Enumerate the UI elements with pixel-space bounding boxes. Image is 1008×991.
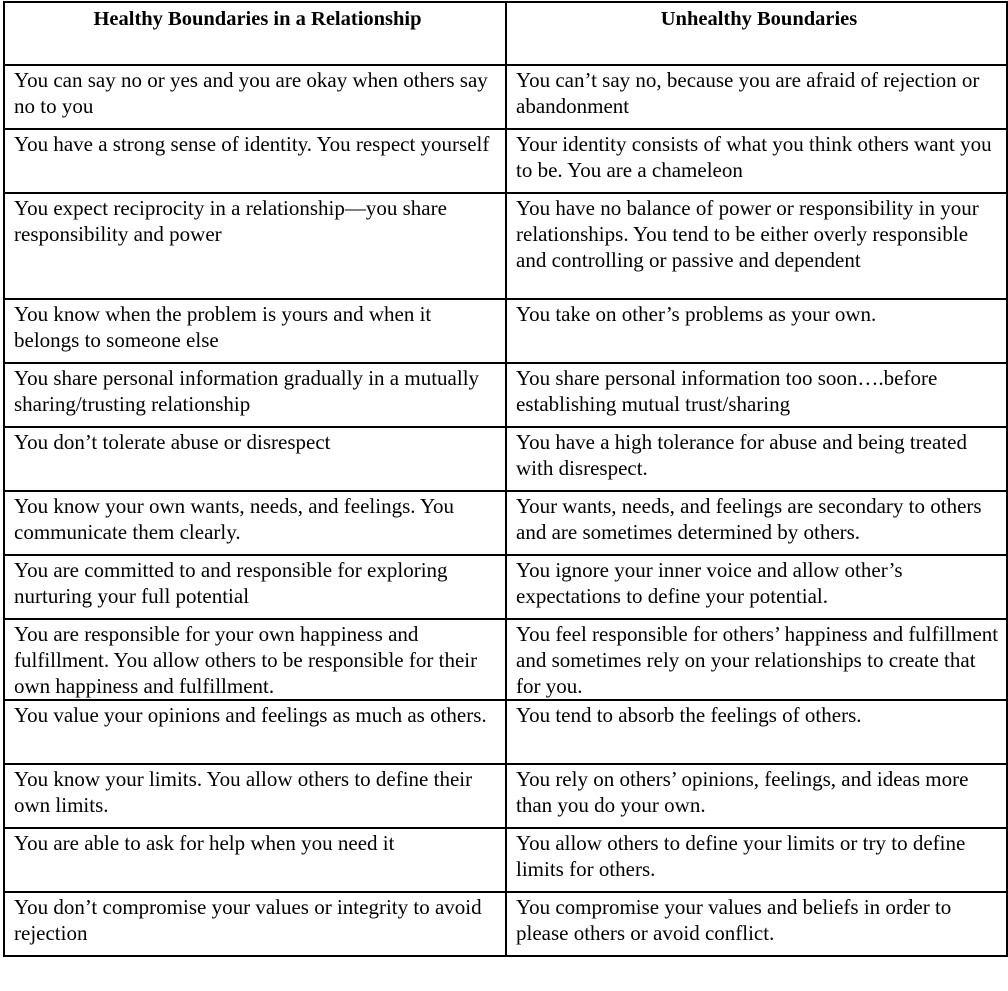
unhealthy-text: Your identity consists of what you think others want you to be. You are a chameleon xyxy=(516,132,992,182)
unhealthy-text: You allow others to define your limits or try to define limits for others. xyxy=(516,831,966,881)
healthy-cell xyxy=(4,299,506,363)
healthy-text: You know when the problem is yours and when it belongs to someone else xyxy=(14,302,432,352)
healthy-text: You don’t compromise your values or integrity to avoid rejection xyxy=(14,895,482,945)
unhealthy-text: Your wants, needs, and feelings are secondary to others and are sometimes determined by others. xyxy=(516,494,982,544)
unhealthy-text: You can’t say no, because you are afraid of rejection or abandonment xyxy=(516,68,980,118)
unhealthy-text: You tend to absorb the feelings of others. xyxy=(516,703,862,727)
table-row xyxy=(4,892,1007,956)
table-row xyxy=(4,491,1007,555)
healthy-cell xyxy=(4,619,506,700)
table-header xyxy=(4,2,1007,65)
unhealthy-cell xyxy=(506,129,1007,193)
healthy-text: You value your opinions and feelings as much as others. xyxy=(14,703,487,727)
unhealthy-text: You rely on others’ opinions, feelings, and ideas more than you do your own. xyxy=(516,767,969,817)
healthy-text: You are committed to and responsible for exploring nurturing your full potential xyxy=(14,558,448,608)
healthy-text: You share personal information gradually in a mutually sharing/trusting relationship xyxy=(14,366,480,416)
unhealthy-text: You feel responsible for others’ happiness and fulfillment and sometimes rely on your relationships to create that for you. xyxy=(516,622,999,698)
healthy-cell xyxy=(4,363,506,427)
table-row xyxy=(4,65,1007,129)
healthy-text: You expect reciprocity in a relationship—you share responsibility and power xyxy=(14,196,447,246)
table-row xyxy=(4,619,1007,700)
unhealthy-text: You compromise your values and beliefs in order to please others or avoid conflict. xyxy=(516,895,952,945)
unhealthy-cell xyxy=(506,193,1007,299)
healthy-text: You know your own wants, needs, and feelings. You communicate them clearly. xyxy=(14,494,455,544)
header-unhealthy-boundaries: Unhealthy Boundaries xyxy=(506,2,1007,65)
table-row xyxy=(4,764,1007,828)
boundaries-comparison-table xyxy=(3,1,1008,957)
healthy-cell xyxy=(4,892,506,956)
table-row xyxy=(4,299,1007,363)
healthy-text: You know your limits. You allow others to define their own limits. xyxy=(14,767,473,817)
unhealthy-cell xyxy=(506,700,1007,764)
unhealthy-text: You take on other’s problems as your own. xyxy=(516,302,877,326)
unhealthy-text: You have a high tolerance for abuse and being treated with disrespect. xyxy=(516,430,967,480)
unhealthy-text: You ignore your inner voice and allow other’s expectations to define your potential. xyxy=(516,558,903,608)
healthy-cell xyxy=(4,764,506,828)
header-row xyxy=(4,2,1007,65)
healthy-cell xyxy=(4,700,506,764)
healthy-text: You don’t tolerate abuse or disrespect xyxy=(14,430,331,454)
table-row xyxy=(4,828,1007,892)
healthy-cell xyxy=(4,427,506,491)
unhealthy-cell xyxy=(506,555,1007,619)
table-row xyxy=(4,363,1007,427)
unhealthy-cell xyxy=(506,828,1007,892)
healthy-text: You can say no or yes and you are okay when others say no to you xyxy=(14,68,488,118)
healthy-text: You have a strong sense of identity. You respect yourself xyxy=(14,132,490,156)
healthy-cell xyxy=(4,65,506,129)
healthy-text: You are responsible for your own happiness and fulfillment. You allow others to be responsible for their own happiness and fulfillment. xyxy=(14,622,478,698)
unhealthy-cell xyxy=(506,491,1007,555)
table-row xyxy=(4,427,1007,491)
table-row xyxy=(4,129,1007,193)
healthy-cell xyxy=(4,193,506,299)
table-row xyxy=(4,555,1007,619)
table-row xyxy=(4,193,1007,299)
unhealthy-text: You share personal information too soon….before establishing mutual trust/sharing xyxy=(516,366,938,416)
unhealthy-cell xyxy=(506,299,1007,363)
unhealthy-cell xyxy=(506,427,1007,491)
healthy-cell xyxy=(4,129,506,193)
healthy-cell xyxy=(4,828,506,892)
table-row xyxy=(4,700,1007,764)
healthy-cell xyxy=(4,555,506,619)
unhealthy-text: You have no balance of power or responsibility in your relationships. You tend to be either overly responsible and controlling or passive and dependent xyxy=(516,196,979,272)
unhealthy-cell xyxy=(506,65,1007,129)
healthy-cell xyxy=(4,491,506,555)
unhealthy-cell xyxy=(506,619,1007,700)
healthy-text: You are able to ask for help when you need it xyxy=(14,831,395,855)
unhealthy-cell xyxy=(506,892,1007,956)
header-healthy-boundaries: Healthy Boundaries in a Relationship xyxy=(4,2,506,65)
unhealthy-cell xyxy=(506,764,1007,828)
table-body xyxy=(4,65,1007,956)
unhealthy-cell xyxy=(506,363,1007,427)
